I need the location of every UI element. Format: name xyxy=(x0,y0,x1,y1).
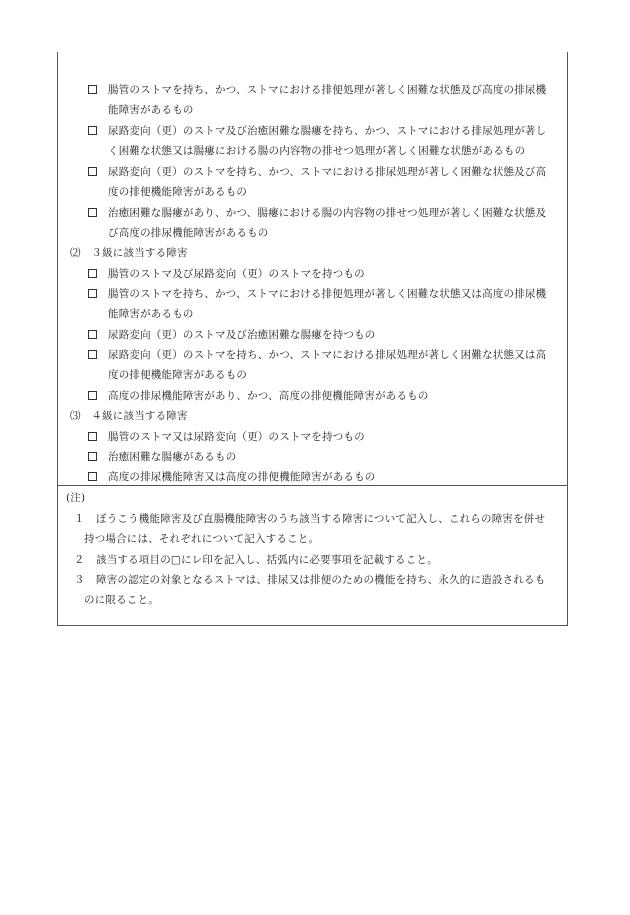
section-heading: ⑶ ４級に該当する障害 xyxy=(70,410,188,422)
checklist-item: 治癒困難な腸瘻があり、かつ、腸瘻における腸の内容物の排せつ処理が著しく困難な状態及 xyxy=(88,203,546,223)
checklist-item: 高度の排尿機能障害又は高度の排便機能障害があるもの xyxy=(88,467,376,487)
checkbox[interactable] xyxy=(88,85,97,94)
note-text: 障害の認定の対象となるストマは、排尿又は排便のための機能を持ち、永久的に造設されるも xyxy=(96,574,546,586)
checklist-item: 腸管のストマを持ち、かつ、ストマにおける排便処理が著しく困難な状態及び高度の排尿機 xyxy=(88,80,546,100)
checklist-item: 腸管のストマ又は尿路変向（更）のストマを持つもの xyxy=(88,427,365,447)
checklist-item-cont: 能障害があるもの xyxy=(108,308,194,320)
checklist-item: 尿路変向（更）のストマを持ち、かつ、ストマにおける排尿処理が著しく困難な状態及び高 xyxy=(88,162,546,182)
checklist-item: 治癒困難な腸瘻があるもの xyxy=(88,447,236,467)
checkbox[interactable] xyxy=(88,350,97,359)
note-text-cont: のに限ること。 xyxy=(84,594,159,606)
section-heading: ⑵ ３級に該当する障害 xyxy=(70,247,188,259)
checklist-item: 尿路変向（更）のストマ及び治癒困難な腸瘻を持つもの xyxy=(88,325,376,345)
note-text: ぼうこう機能障害及び直腸機能障害のうち該当する障害について記入し、これらの障害を併せ xyxy=(96,513,546,525)
note-text: 該当する項目の□にレ印を記入し、括弧内に必要事項を記載すること。 xyxy=(96,554,438,566)
checkbox[interactable] xyxy=(88,167,97,176)
checkbox[interactable] xyxy=(88,452,97,461)
note-number: ３ xyxy=(74,574,85,586)
checklist-item: 高度の排尿機能障害があり、かつ、高度の排便機能障害があるもの xyxy=(88,386,429,406)
checklist-item-cont: 度の排便機能障害があるもの xyxy=(108,369,248,381)
checklist-item-cont: 能障害があるもの xyxy=(108,104,194,116)
checklist-item: 腸管のストマ及び尿路変向（更）のストマを持つもの xyxy=(88,264,365,284)
checkbox[interactable] xyxy=(88,289,97,298)
checklist-item-cont: び高度の排尿機能障害があるもの xyxy=(108,227,269,239)
checklist-item-cont: く困難な状態又は腸瘻における腸の内容物の排せつ処理が著しく困難な状態があるもの xyxy=(108,145,526,157)
checkbox[interactable] xyxy=(88,472,97,481)
checkbox[interactable] xyxy=(88,126,97,135)
note-number: １ xyxy=(74,513,85,525)
checklist-item: 腸管のストマを持ち、かつ、ストマにおける排便処理が著しく困難な状態又は高度の排尿機 xyxy=(88,284,546,304)
section-divider xyxy=(57,485,568,486)
note-number: ２ xyxy=(74,554,85,566)
notes-heading: (注) xyxy=(66,492,86,504)
checkbox[interactable] xyxy=(88,330,97,339)
note-text-cont: 持つ場合には、それぞれについて記入すること。 xyxy=(84,533,320,545)
checkbox[interactable] xyxy=(88,208,97,217)
checkbox[interactable] xyxy=(88,391,97,400)
checklist-item: 尿路変向（更）のストマを持ち、かつ、ストマにおける排尿処理が著しく困難な状態又は高 xyxy=(88,345,546,365)
checkbox[interactable] xyxy=(88,432,97,441)
checklist-item-cont: 度の排便機能障害があるもの xyxy=(108,186,248,198)
checklist-item: 尿路変向（更）のストマ及び治癒困難な腸瘻を持ち、かつ、ストマにおける排尿処理が著し xyxy=(88,121,546,141)
checkbox[interactable] xyxy=(88,269,97,278)
